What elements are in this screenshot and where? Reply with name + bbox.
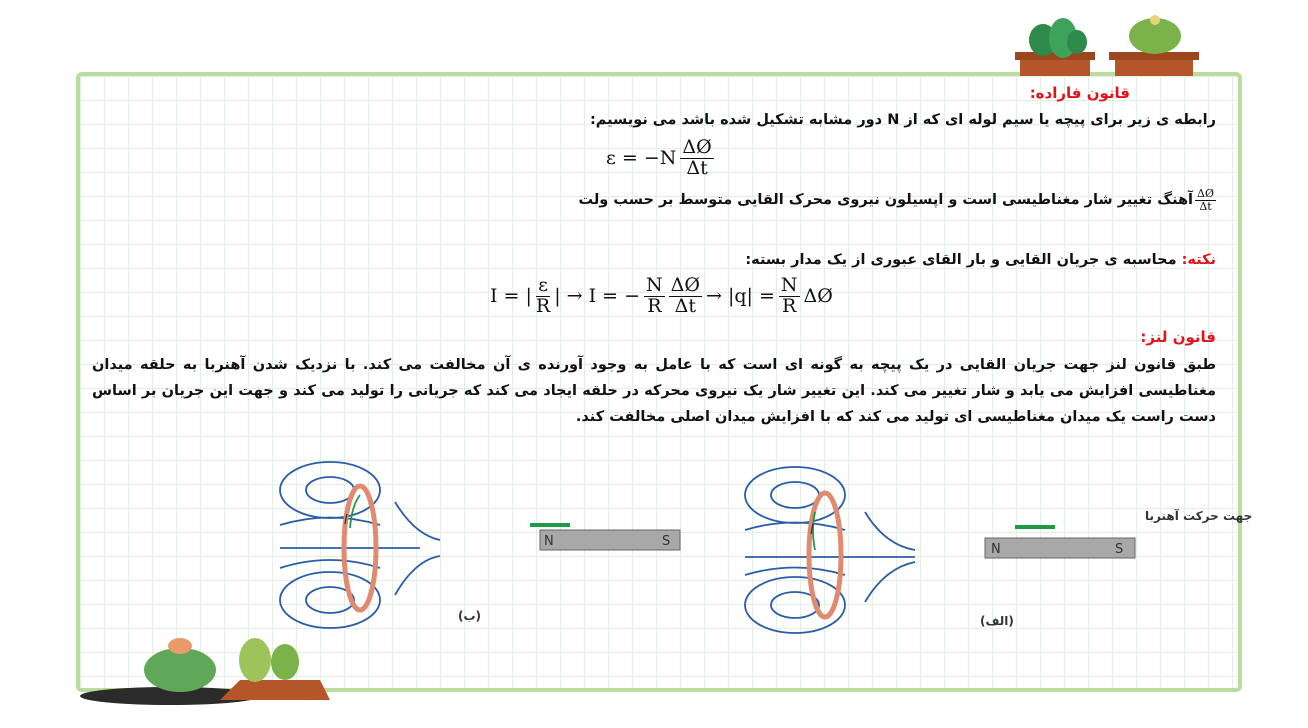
eq-lhs: ε = −N bbox=[606, 147, 677, 170]
eq-part: I = | bbox=[490, 285, 532, 308]
eq-dphi: ΔØ bbox=[803, 285, 833, 308]
eq-eps: ε bbox=[538, 274, 548, 296]
current-label-a: I bbox=[810, 523, 814, 538]
eq-dphi: ΔØ bbox=[670, 274, 700, 296]
note-line bbox=[745, 252, 1216, 268]
eq-denominator: Δt bbox=[686, 156, 708, 179]
lenz-paragraph: طبق قانون لنز جهت جریان القایی در یک پیچه به گونه ای است که با عامل به وجود آورنده ی آن مخالفت می کند. با نزدیک شدن آهنربا به حلقه میدان مغناطیسی افزایش می یابد و شار تغییر می کند. این تغییر شار یک نیروی محرکه در حلقه ایجاد می کند که جریانی را تولید می کند و جهت این جریان بر اساس دست راست یک میدان مغناطیسی ای تولید می کند که با افزایش میدان اصلی مخالفت کند. bbox=[92, 357, 1216, 425]
lenz-figure bbox=[280, 450, 1253, 640]
caption-a: (الف) bbox=[980, 614, 1014, 628]
eq-R: R bbox=[647, 294, 662, 317]
current-charge-equation bbox=[490, 276, 833, 317]
explain-numerator: ΔØ bbox=[1197, 187, 1214, 200]
note-label: نکته: bbox=[1181, 252, 1216, 268]
cactus-decoration-top bbox=[1005, 8, 1215, 78]
magnet-motion-label: جهت حرکت آهنربا bbox=[1145, 509, 1253, 523]
south-label-b: S bbox=[662, 534, 671, 549]
explain-denominator: Δt bbox=[1199, 199, 1212, 213]
south-label-a: S bbox=[1115, 542, 1124, 557]
faraday-explanation bbox=[578, 188, 1216, 212]
caption-b: (ب) bbox=[458, 609, 482, 623]
explain-text: آهنگ تغییر شار مغناطیسی است و اپسیلون نیروی محرک القایی متوسط بر حسب ولت bbox=[578, 192, 1194, 209]
north-label-a: N bbox=[991, 542, 1001, 557]
figure-b bbox=[280, 462, 680, 628]
eq-part: → |q| = bbox=[705, 285, 775, 308]
figure-a bbox=[745, 467, 1135, 633]
cactus-decoration-bottom bbox=[60, 630, 340, 710]
north-label-b: N bbox=[544, 534, 554, 549]
eq-N: N bbox=[646, 274, 663, 296]
eq-part: | → I = − bbox=[554, 285, 641, 308]
eq-R: R bbox=[535, 294, 551, 317]
note-text: محاسبه ی جریان القایی و بار القای عبوری از یک مدار بسته: bbox=[745, 252, 1177, 268]
eq-dt: Δt bbox=[674, 294, 696, 317]
eq-R: R bbox=[782, 294, 797, 317]
faraday-intro: رابطه ی زیر برای پیچه یا سیم لوله ای که از N دور مشابه تشکیل شده باشد می نویسیم: bbox=[589, 112, 1216, 128]
current-label-b: I bbox=[344, 513, 348, 528]
eq-numerator: ΔØ bbox=[682, 136, 712, 158]
faraday-equation bbox=[606, 138, 714, 179]
lenz-title: قانون لنز: bbox=[1140, 328, 1216, 346]
faraday-title: قانون فاراده: bbox=[1029, 84, 1130, 102]
eq-N: N bbox=[780, 274, 798, 296]
